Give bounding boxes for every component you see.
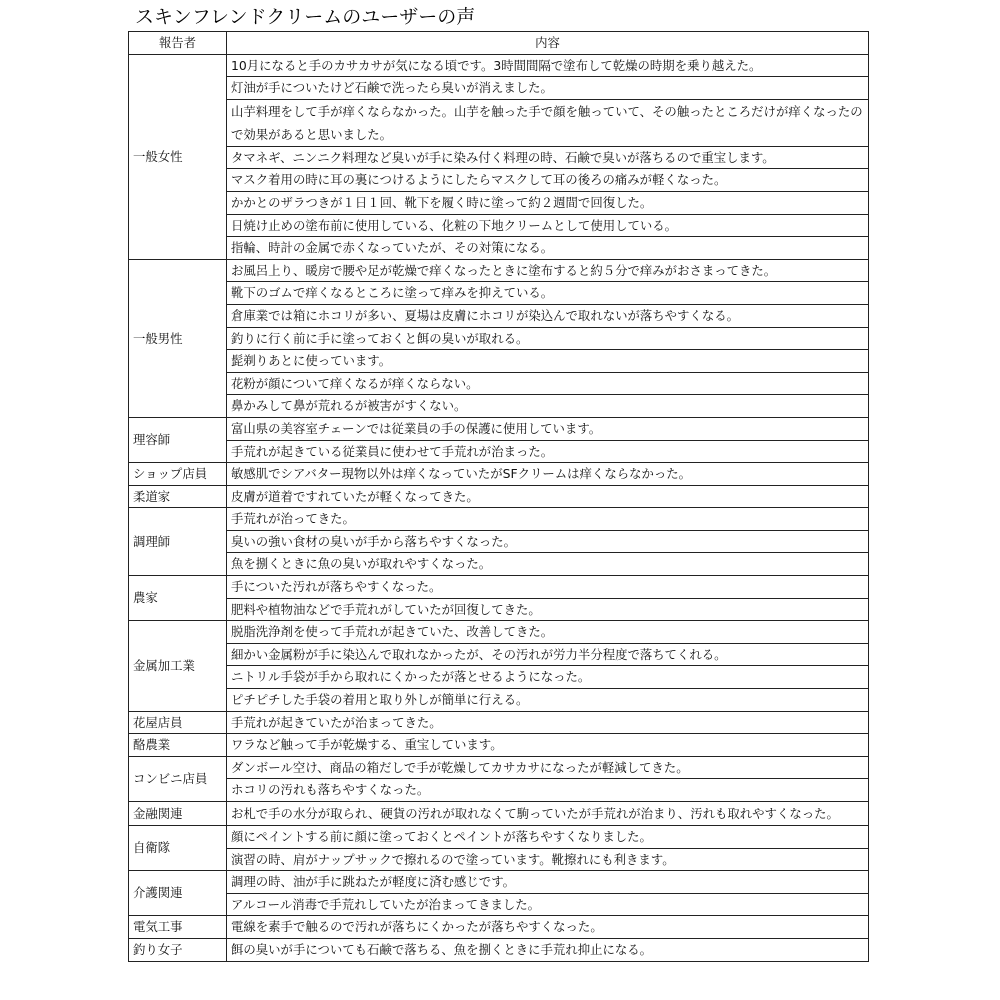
- table-row: [129, 508, 869, 531]
- reporter-cell: 介護関連: [129, 871, 227, 916]
- table-row: [129, 643, 869, 666]
- table-row: [129, 485, 869, 508]
- table-row: [129, 372, 869, 395]
- reporter-cell: 釣り女子: [129, 938, 227, 961]
- table-row: [129, 621, 869, 644]
- table-row: [129, 734, 869, 757]
- reporter-cell: 自衛隊: [129, 826, 227, 871]
- reporter-cell: 柔道家: [129, 485, 227, 508]
- table-row: [129, 54, 869, 77]
- comment-cell: 魚を捌くときに魚の臭いが取れやすくなった。: [227, 553, 869, 576]
- comment-cell: 顔にペイントする前に顔に塗っておくとペイントが落ちやすくなりました。: [227, 826, 869, 849]
- table-row: [129, 848, 869, 871]
- comment-cell: 釣りに行く前に手に塗っておくと餌の臭いが取れる。: [227, 327, 869, 350]
- comment-cell: ワラなど触って手が乾燥する、重宝しています。: [227, 734, 869, 757]
- reporter-cell: 農家: [129, 576, 227, 621]
- table-row: [129, 826, 869, 849]
- comment-cell: 日焼け止めの塗布前に使用している、化粧の下地クリームとして使用している。: [227, 214, 869, 237]
- comment-cell: 山芋料理をして手が痒くならなかった。山芋を触った手で顔を触っていて、その触ったところだけが痒くなったので効果があると思いました。: [227, 99, 869, 146]
- comment-cell: ホコリの汚れも落ちやすくなった。: [227, 779, 869, 802]
- table-row: [129, 756, 869, 779]
- comment-cell: アルコール消毒で手荒れしていたが治まってきました。: [227, 893, 869, 916]
- comment-cell: 鼻かみして鼻が荒れるが被害がすくない。: [227, 395, 869, 418]
- comment-cell: ニトリル手袋が手から取れにくかったが落とせるようになった。: [227, 666, 869, 689]
- comment-cell: お風呂上り、暖房で腰や足が乾燥で痒くなったときに塗布すると約５分で痒みがおさまってきた。: [227, 259, 869, 282]
- reporter-cell: 調理師: [129, 508, 227, 576]
- comment-cell: 肥料や植物油などで手荒れがしていたが回復してきた。: [227, 598, 869, 621]
- table-row: [129, 304, 869, 327]
- table-row: [129, 576, 869, 599]
- table-row: [129, 893, 869, 916]
- table-row: [129, 689, 869, 712]
- table-row: [129, 77, 869, 100]
- table-row: [129, 598, 869, 621]
- comment-cell: 演習の時、肩がナップサックで擦れるので塗っています。靴擦れにも利きます。: [227, 848, 869, 871]
- reporter-cell: 金融関連: [129, 802, 227, 826]
- table-row: [129, 666, 869, 689]
- comment-cell: 調理の時、油が手に跳ねたが軽度に済む感じです。: [227, 871, 869, 894]
- table-row: [129, 350, 869, 373]
- user-voices-table: [128, 31, 869, 962]
- reporter-cell: 花屋店員: [129, 711, 227, 734]
- comment-cell: 細かい金属粉が手に染込んで取れなかったが、その汚れが労力半分程度で落ちてくれる。: [227, 643, 869, 666]
- comment-cell: タマネギ、ニンニク料理など臭いが手に染み付く料理の時、石鹸で臭いが落ちるので重宝します。: [227, 146, 869, 169]
- table-row: [129, 553, 869, 576]
- table-row: [129, 146, 869, 169]
- page-title: スキンフレンドクリームのユーザーの声: [135, 6, 476, 28]
- table-row: [129, 259, 869, 282]
- table-row: [129, 395, 869, 418]
- comment-cell: 花粉が顔について痒くなるが痒くならない。: [227, 372, 869, 395]
- table-row: [129, 938, 869, 961]
- reporter-cell: コンビニ店員: [129, 756, 227, 801]
- table-row: [129, 916, 869, 939]
- reporter-cell: 一般女性: [129, 54, 227, 259]
- comment-cell: 靴下のゴムで痒くなるところに塗って痒みを抑えている。: [227, 282, 869, 305]
- reporter-cell: 電気工事: [129, 916, 227, 939]
- reporter-cell: 一般男性: [129, 259, 227, 417]
- comment-cell: 皮膚が道着ですれていたが軽くなってきた。: [227, 485, 869, 508]
- table-row: [129, 417, 869, 440]
- table-row: [129, 463, 869, 486]
- table-row: [129, 440, 869, 463]
- table-row: [129, 237, 869, 260]
- table-row: [129, 779, 869, 802]
- header-reporter: 報告者: [129, 32, 227, 55]
- table-row: [129, 711, 869, 734]
- comment-cell: 手荒れが起きていたが治まってきた。: [227, 711, 869, 734]
- comment-cell: マスク着用の時に耳の裏につけるようにしたらマスクして耳の後ろの痛みが軽くなった。: [227, 169, 869, 192]
- comment-cell: かかとのザラつきが１日１回、靴下を履く時に塗って約２週間で回復した。: [227, 191, 869, 214]
- table-row: [129, 530, 869, 553]
- comment-cell: 手についた汚れが落ちやすくなった。: [227, 576, 869, 599]
- header-content: 内容: [227, 32, 869, 55]
- comment-cell: 敏感肌でシアバター現物以外は痒くなっていたがSFクリームは痒くならなかった。: [227, 463, 869, 486]
- table-row: [129, 214, 869, 237]
- table-row: [129, 169, 869, 192]
- table-body: [129, 54, 869, 961]
- comment-cell: お札で手の水分が取られ、硬貨の汚れが取れなくて駒っていたが手荒れが治まり、汚れも取れやすくなった。: [227, 802, 869, 826]
- reporter-cell: 金属加工業: [129, 621, 227, 711]
- comment-cell: ダンボール空け、商品の箱だしで手が乾燥してカサカサになったが軽減してきた。: [227, 756, 869, 779]
- comment-cell: 灯油が手についたけど石鹸で洗ったら臭いが消えました。: [227, 77, 869, 100]
- table-row: [129, 871, 869, 894]
- reporter-cell: 理容師: [129, 417, 227, 462]
- reporter-cell: ショップ店員: [129, 463, 227, 486]
- table-row: [129, 191, 869, 214]
- table-row: [129, 282, 869, 305]
- table-header-row: [129, 32, 869, 55]
- comment-cell: 餌の臭いが手についても石鹸で落ちる、魚を捌くときに手荒れ抑止になる。: [227, 938, 869, 961]
- comment-cell: 脱脂洗浄剤を使って手荒れが起きていた、改善してきた。: [227, 621, 869, 644]
- table-row: [129, 327, 869, 350]
- table-row: [129, 99, 869, 146]
- comment-cell: 手荒れが起きている従業員に使わせて手荒れが治まった。: [227, 440, 869, 463]
- comment-cell: 臭いの強い食材の臭いが手から落ちやすくなった。: [227, 530, 869, 553]
- comment-cell: 富山県の美容室チェーンでは従業員の手の保護に使用しています。: [227, 417, 869, 440]
- reporter-cell: 酪農業: [129, 734, 227, 757]
- comment-cell: 指輪、時計の金属で赤くなっていたが、その対策になる。: [227, 237, 869, 260]
- comment-cell: 電線を素手で触るので汚れが落ちにくかったが落ちやすくなった。: [227, 916, 869, 939]
- table-row: [129, 802, 869, 826]
- comment-cell: 倉庫業では箱にホコリが多い、夏場は皮膚にホコリが染込んで取れないが落ちやすくなる。: [227, 304, 869, 327]
- comment-cell: 髭剃りあとに使っています。: [227, 350, 869, 373]
- comment-cell: 10月になると手のカサカサが気になる頃です。3時間間隔で塗布して乾燥の時期を乗り越えた。: [227, 54, 869, 77]
- comment-cell: 手荒れが治ってきた。: [227, 508, 869, 531]
- comment-cell: ピチピチした手袋の着用と取り外しが簡単に行える。: [227, 689, 869, 712]
